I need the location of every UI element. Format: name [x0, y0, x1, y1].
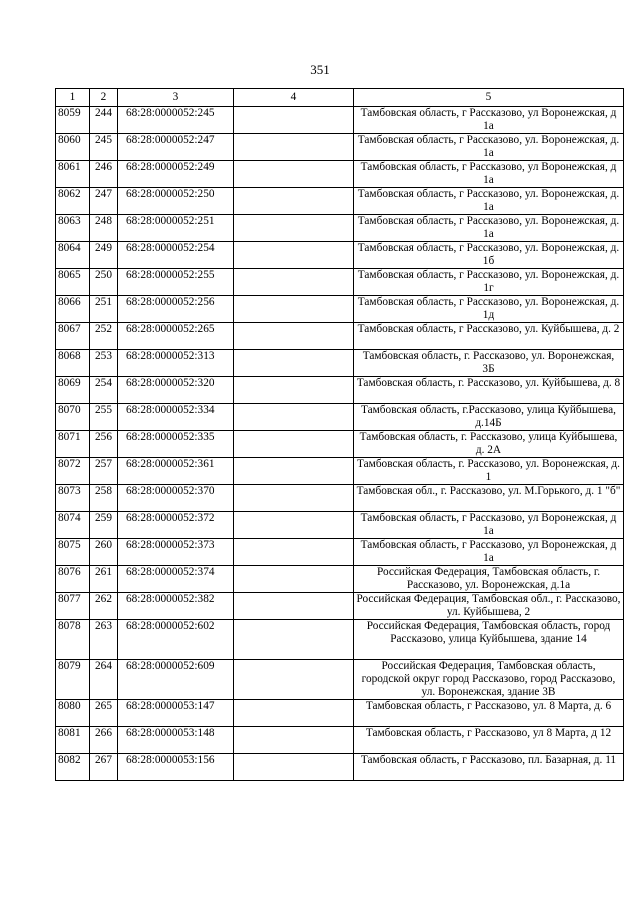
column-4-cell	[234, 107, 354, 134]
address-cell: Тамбовская область, г Рассказово, ул Воронежская, д 1а	[354, 539, 624, 566]
column-4-cell	[234, 700, 354, 727]
row-index-cell: 253	[90, 350, 118, 377]
row-index-cell: 263	[90, 620, 118, 660]
row-index-cell: 251	[90, 296, 118, 323]
table-row	[56, 215, 624, 242]
row-index-cell: 246	[90, 161, 118, 188]
cadastral-number-cell: 68:28:0000052:334	[118, 404, 234, 431]
row-number-cell: 8065	[56, 269, 90, 296]
row-index-cell: 261	[90, 566, 118, 593]
row-index-cell: 265	[90, 700, 118, 727]
cadastral-number-cell: 68:28:0000052:361	[118, 458, 234, 485]
row-number-cell: 8072	[56, 458, 90, 485]
table-row	[56, 593, 624, 620]
cadastral-number-cell: 68:28:0000052:335	[118, 431, 234, 458]
row-number-cell: 8063	[56, 215, 90, 242]
row-index-cell: 267	[90, 754, 118, 781]
cadastral-number-cell: 68:28:0000052:609	[118, 660, 234, 700]
address-cell: Тамбовская область, г Рассказово, ул. Воронежская, д. 1д	[354, 296, 624, 323]
row-number-cell: 8059	[56, 107, 90, 134]
row-number-cell: 8076	[56, 566, 90, 593]
column-4-cell	[234, 404, 354, 431]
column-4-cell	[234, 593, 354, 620]
column-4-cell	[234, 269, 354, 296]
address-cell: Тамбовская область, г. Рассказово, улица Куйбышева, д. 2А	[354, 431, 624, 458]
column-4-cell	[234, 377, 354, 404]
cadastral-number-cell: 68:28:0000052:374	[118, 566, 234, 593]
address-cell: Российская Федерация, Тамбовская область, г. Рассказово, ул. Воронежская, д.1а	[354, 566, 624, 593]
cadastral-number-cell: 68:28:0000052:370	[118, 485, 234, 512]
table-header-row	[56, 89, 624, 107]
cadastral-number-cell: 68:28:0000052:372	[118, 512, 234, 539]
row-number-cell: 8071	[56, 431, 90, 458]
row-index-cell: 266	[90, 727, 118, 754]
row-number-cell: 8073	[56, 485, 90, 512]
row-number-cell: 8066	[56, 296, 90, 323]
column-header: 1	[56, 89, 90, 107]
row-number-cell: 8082	[56, 754, 90, 781]
column-4-cell	[234, 188, 354, 215]
address-cell: Тамбовская область, г Рассказово, ул. 8 Марта, д. 6	[354, 700, 624, 727]
address-cell: Тамбовская обл., г. Рассказово, ул. М.Горького, д. 1 "б"	[354, 485, 624, 512]
cadastral-number-cell: 68:28:0000052:313	[118, 350, 234, 377]
table-row	[56, 323, 624, 350]
row-number-cell: 8078	[56, 620, 90, 660]
register-table	[55, 88, 624, 781]
row-number-cell: 8079	[56, 660, 90, 700]
table-row	[56, 754, 624, 781]
table-row	[56, 566, 624, 593]
row-number-cell: 8067	[56, 323, 90, 350]
column-4-cell	[234, 485, 354, 512]
cadastral-number-cell: 68:28:0000052:255	[118, 269, 234, 296]
table-row	[56, 539, 624, 566]
column-4-cell	[234, 215, 354, 242]
column-header: 4	[234, 89, 354, 107]
cadastral-number-cell: 68:28:0000053:148	[118, 727, 234, 754]
row-number-cell: 8062	[56, 188, 90, 215]
table-row	[56, 134, 624, 161]
row-index-cell: 257	[90, 458, 118, 485]
row-index-cell: 256	[90, 431, 118, 458]
cadastral-number-cell: 68:28:0000053:156	[118, 754, 234, 781]
column-4-cell	[234, 323, 354, 350]
table-row	[56, 700, 624, 727]
table-row	[56, 660, 624, 700]
cadastral-number-cell: 68:28:0000052:251	[118, 215, 234, 242]
table-row	[56, 188, 624, 215]
address-cell: Тамбовская область, г Рассказово, ул. Воронежская, д. 1а	[354, 188, 624, 215]
address-cell: Российская Федерация, Тамбовская область, городской округ город Рассказово, город Рассказово, ул. Воронежская, здание 3В	[354, 660, 624, 700]
table-row	[56, 377, 624, 404]
column-4-cell	[234, 296, 354, 323]
address-cell: Тамбовская область, г Рассказово, ул 8 Марта, д 12	[354, 727, 624, 754]
cadastral-number-cell: 68:28:0000052:245	[118, 107, 234, 134]
column-4-cell	[234, 512, 354, 539]
row-number-cell: 8068	[56, 350, 90, 377]
row-index-cell: 248	[90, 215, 118, 242]
row-number-cell: 8077	[56, 593, 90, 620]
row-index-cell: 252	[90, 323, 118, 350]
column-header: 2	[90, 89, 118, 107]
table-row	[56, 107, 624, 134]
row-index-cell: 255	[90, 404, 118, 431]
column-4-cell	[234, 620, 354, 660]
address-cell: Тамбовская область, г Рассказово, ул. Куйбышева, д. 2	[354, 323, 624, 350]
address-cell: Тамбовская область, г Рассказово, ул. Воронежская, д. 1а	[354, 215, 624, 242]
address-cell: Тамбовская область, г Рассказово, ул Воронежская, д 1а	[354, 161, 624, 188]
column-4-cell	[234, 134, 354, 161]
cadastral-number-cell: 68:28:0000052:320	[118, 377, 234, 404]
address-cell: Тамбовская область, г Рассказово, ул. Воронежская, д. 1а	[354, 134, 624, 161]
column-4-cell	[234, 660, 354, 700]
table-row	[56, 242, 624, 269]
row-index-cell: 245	[90, 134, 118, 161]
page-number: 351	[310, 62, 330, 77]
cadastral-number-cell: 68:28:0000052:373	[118, 539, 234, 566]
column-4-cell	[234, 727, 354, 754]
row-number-cell: 8061	[56, 161, 90, 188]
column-4-cell	[234, 161, 354, 188]
row-number-cell: 8064	[56, 242, 90, 269]
cadastral-number-cell: 68:28:0000052:249	[118, 161, 234, 188]
address-cell: Тамбовская область, г Рассказово, ул Воронежская, д 1а	[354, 107, 624, 134]
row-number-cell: 8074	[56, 512, 90, 539]
table-row	[56, 512, 624, 539]
column-4-cell	[234, 539, 354, 566]
column-4-cell	[234, 350, 354, 377]
address-cell: Тамбовская область, г Рассказово, пл. Базарная, д. 11	[354, 754, 624, 781]
row-index-cell: 264	[90, 660, 118, 700]
row-index-cell: 250	[90, 269, 118, 296]
address-cell: Российская Федерация, Тамбовская область, город Рассказово, улица Куйбышева, здание 14	[354, 620, 624, 660]
table-row	[56, 350, 624, 377]
address-cell: Тамбовская область, г.Рассказово, улица Куйбышева, д.14Б	[354, 404, 624, 431]
row-index-cell: 249	[90, 242, 118, 269]
row-number-cell: 8060	[56, 134, 90, 161]
column-4-cell	[234, 242, 354, 269]
table-row	[56, 269, 624, 296]
table-row	[56, 458, 624, 485]
row-index-cell: 260	[90, 539, 118, 566]
table-row	[56, 404, 624, 431]
address-cell: Тамбовская область, г Рассказово, ул Воронежская, д 1а	[354, 512, 624, 539]
row-number-cell: 8080	[56, 700, 90, 727]
row-number-cell: 8081	[56, 727, 90, 754]
cadastral-number-cell: 68:28:0000052:382	[118, 593, 234, 620]
table-row	[56, 296, 624, 323]
cadastral-number-cell: 68:28:0000052:247	[118, 134, 234, 161]
column-4-cell	[234, 566, 354, 593]
address-cell: Российская Федерация, Тамбовская обл., г. Рассказово, ул. Куйбышева, 2	[354, 593, 624, 620]
column-4-cell	[234, 431, 354, 458]
table-row	[56, 485, 624, 512]
address-cell: Тамбовская область, г Рассказово, ул. Воронежская, д. 1г	[354, 269, 624, 296]
column-4-cell	[234, 754, 354, 781]
column-4-cell	[234, 458, 354, 485]
row-number-cell: 8069	[56, 377, 90, 404]
row-index-cell: 259	[90, 512, 118, 539]
address-cell: Тамбовская область, г. Рассказово, ул. Куйбышева, д. 8	[354, 377, 624, 404]
table-row	[56, 727, 624, 754]
address-cell: Тамбовская область, г Рассказово, ул. Воронежская, д. 1б	[354, 242, 624, 269]
cadastral-number-cell: 68:28:0000052:602	[118, 620, 234, 660]
table-row	[56, 431, 624, 458]
row-number-cell: 8070	[56, 404, 90, 431]
column-header: 5	[354, 89, 624, 107]
cadastral-number-cell: 68:28:0000052:250	[118, 188, 234, 215]
table-row	[56, 620, 624, 660]
row-index-cell: 254	[90, 377, 118, 404]
address-cell: Тамбовская область, г. Рассказово, ул. Воронежская, 3Б	[354, 350, 624, 377]
row-index-cell: 258	[90, 485, 118, 512]
column-header: 3	[118, 89, 234, 107]
row-index-cell: 247	[90, 188, 118, 215]
row-index-cell: 244	[90, 107, 118, 134]
cadastral-number-cell: 68:28:0000052:254	[118, 242, 234, 269]
address-cell: Тамбовская область, г. Рассказово, ул. Воронежская, д. 1	[354, 458, 624, 485]
cadastral-number-cell: 68:28:0000053:147	[118, 700, 234, 727]
row-index-cell: 262	[90, 593, 118, 620]
cadastral-number-cell: 68:28:0000052:256	[118, 296, 234, 323]
row-number-cell: 8075	[56, 539, 90, 566]
cadastral-number-cell: 68:28:0000052:265	[118, 323, 234, 350]
table-row	[56, 161, 624, 188]
